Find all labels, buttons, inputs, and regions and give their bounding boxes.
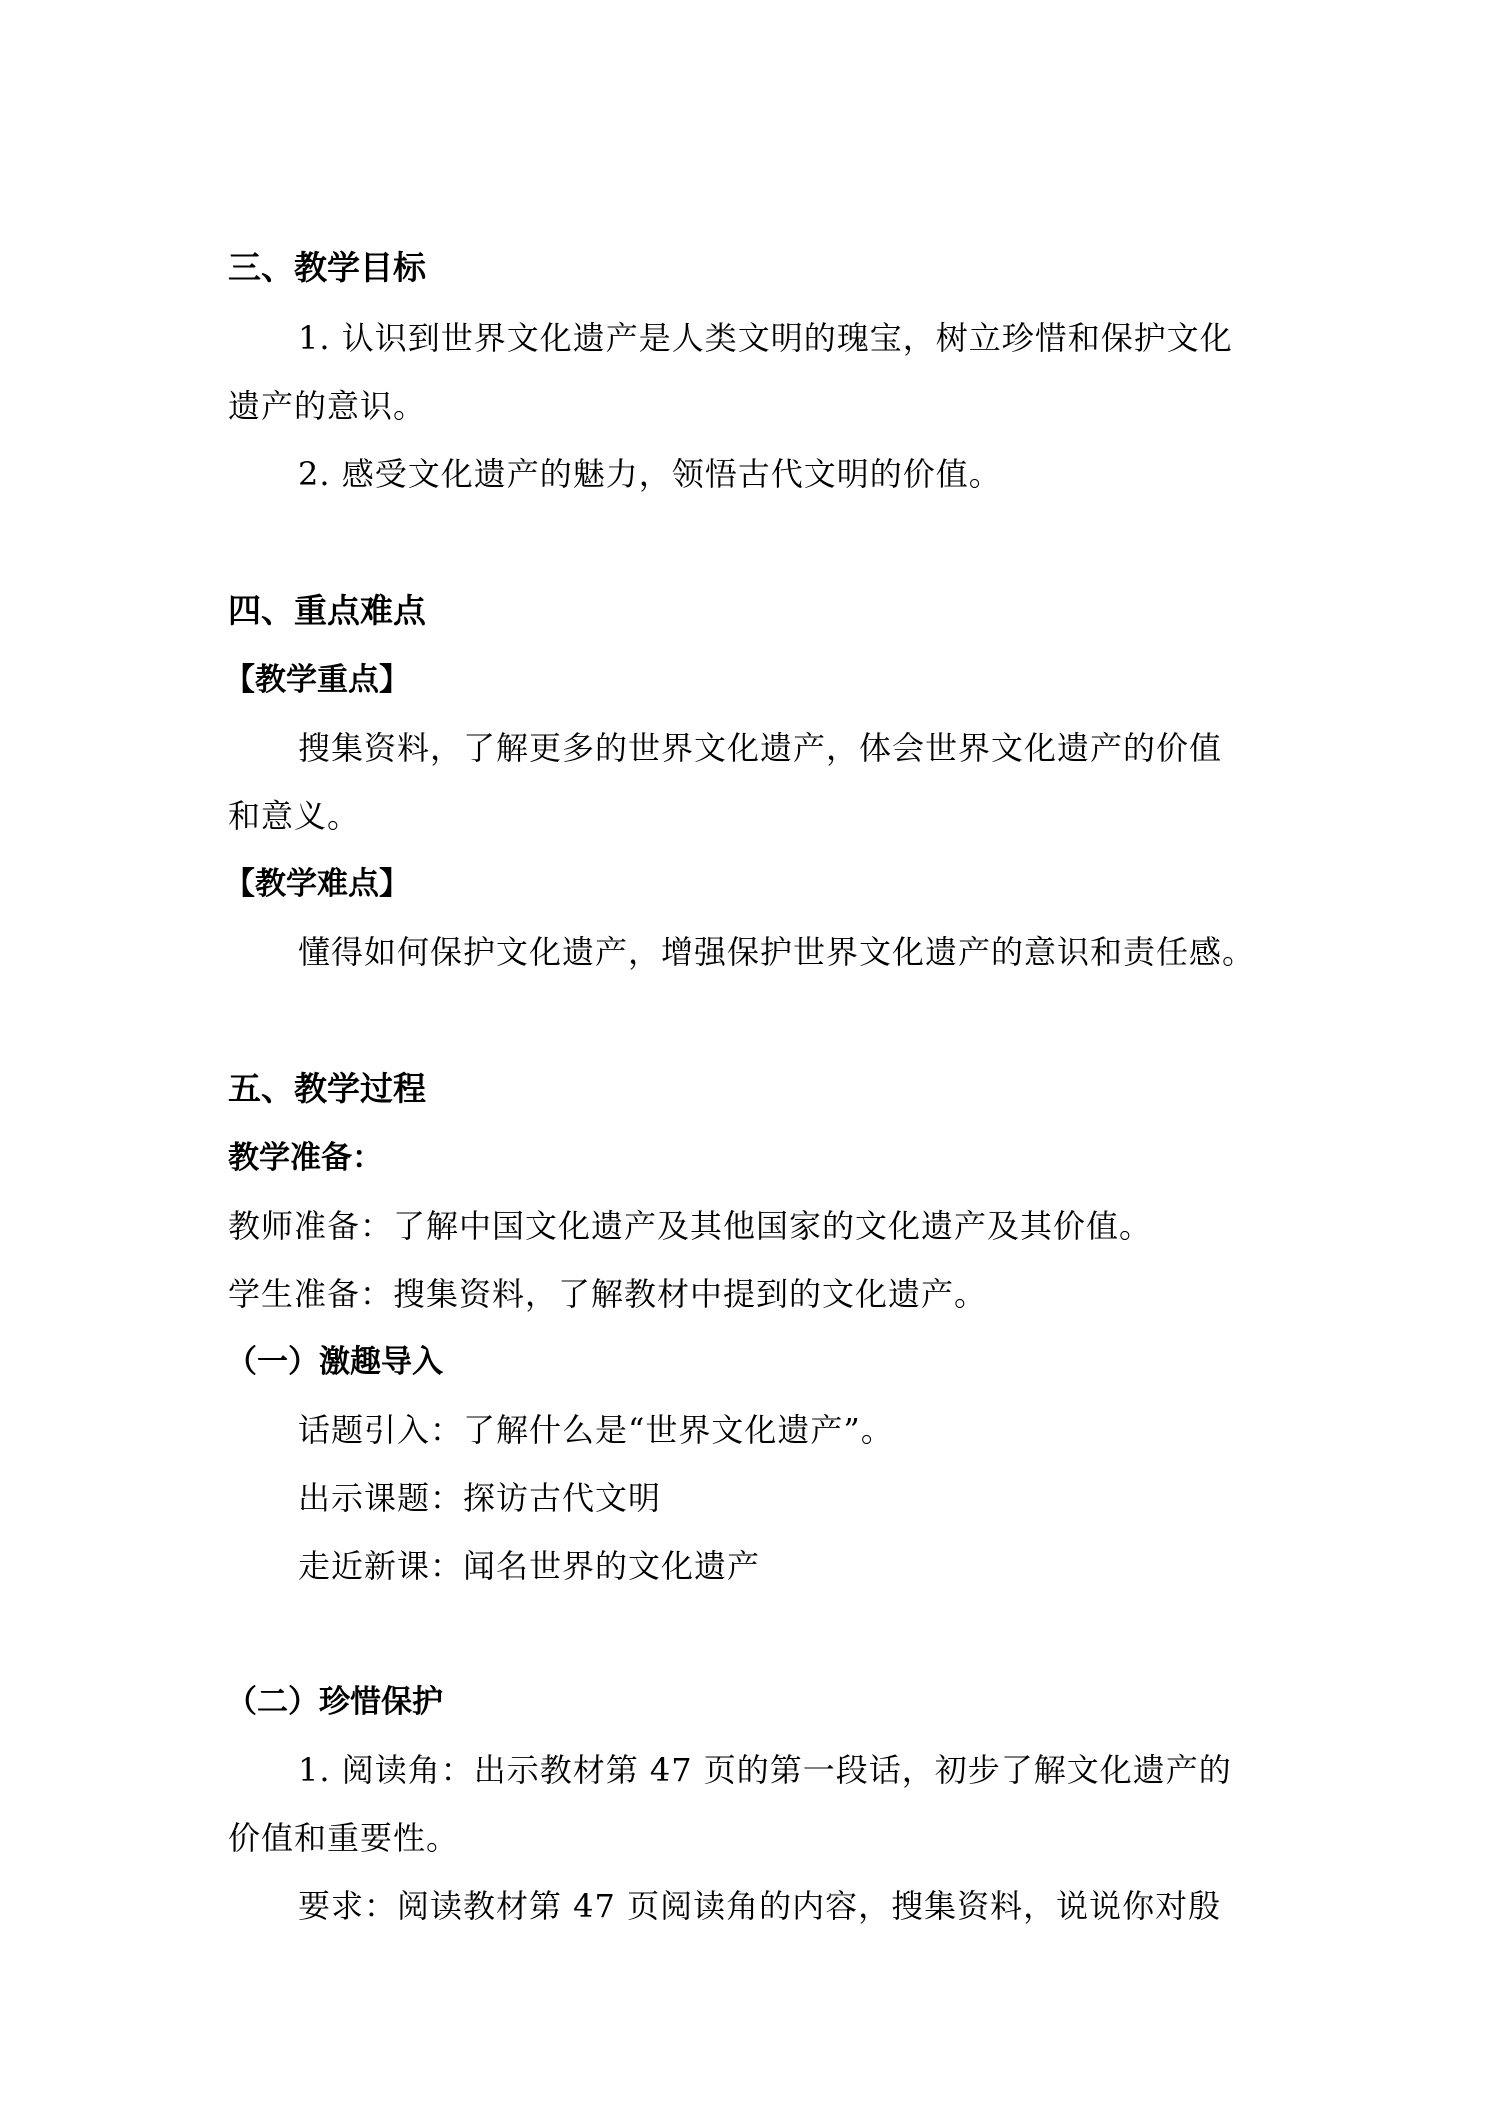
part-1-show-title: 出示课题：探访古代文明 xyxy=(298,1479,662,1517)
part-1-topic-intro: 话题引入：了解什么是“世界文化遗产”。 xyxy=(298,1411,894,1449)
part-1-title: （一）激趣导入 xyxy=(226,1344,443,1380)
focus-text-line-2: 和意义。 xyxy=(228,797,361,835)
teacher-prep: 教师准备：了解中国文化遗产及其他国家的文化遗产及其价值。 xyxy=(228,1207,1153,1245)
part-1-new-lesson: 走近新课：闻名世界的文化遗产 xyxy=(298,1547,761,1585)
focus-label: 【教学重点】 xyxy=(224,662,410,698)
student-prep: 学生准备：搜集资料，了解教材中提到的文化遗产。 xyxy=(228,1275,988,1313)
prep-label: 教学准备： xyxy=(228,1140,383,1176)
part-2-title: （二）珍惜保护 xyxy=(226,1684,443,1720)
objective-item-1-line-2: 遗产的意识。 xyxy=(228,387,427,425)
difficulty-text: 懂得如何保护文化遗产，增强保护世界文化遗产的意识和责任感。 xyxy=(298,933,1256,971)
part-2-item-1-line-1: 1. 阅读角：出示教材第 47 页的第一段话，初步了解文化遗产的 xyxy=(298,1751,1232,1789)
objective-item-2: 2. 感受文化遗产的魅力，领悟古代文明的价值。 xyxy=(298,455,1002,493)
focus-text-line-1: 搜集资料，了解更多的世界文化遗产，体会世界文化遗产的价值 xyxy=(298,729,1223,767)
part-2-requirement: 要求：阅读教材第 47 页阅读角的内容，搜集资料，说说你对殷 xyxy=(298,1887,1222,1925)
difficulty-label: 【教学难点】 xyxy=(224,866,410,902)
part-2-item-1-line-2: 价值和重要性。 xyxy=(228,1819,460,1857)
objective-item-1-line-1: 1. 认识到世界文化遗产是人类文明的瑰宝，树立珍惜和保护文化 xyxy=(298,319,1233,357)
section-heading-process: 五、教学过程 xyxy=(228,1069,426,1108)
section-heading-key-points: 四、重点难点 xyxy=(228,591,426,630)
section-heading-objectives: 三、教学目标 xyxy=(228,248,426,287)
